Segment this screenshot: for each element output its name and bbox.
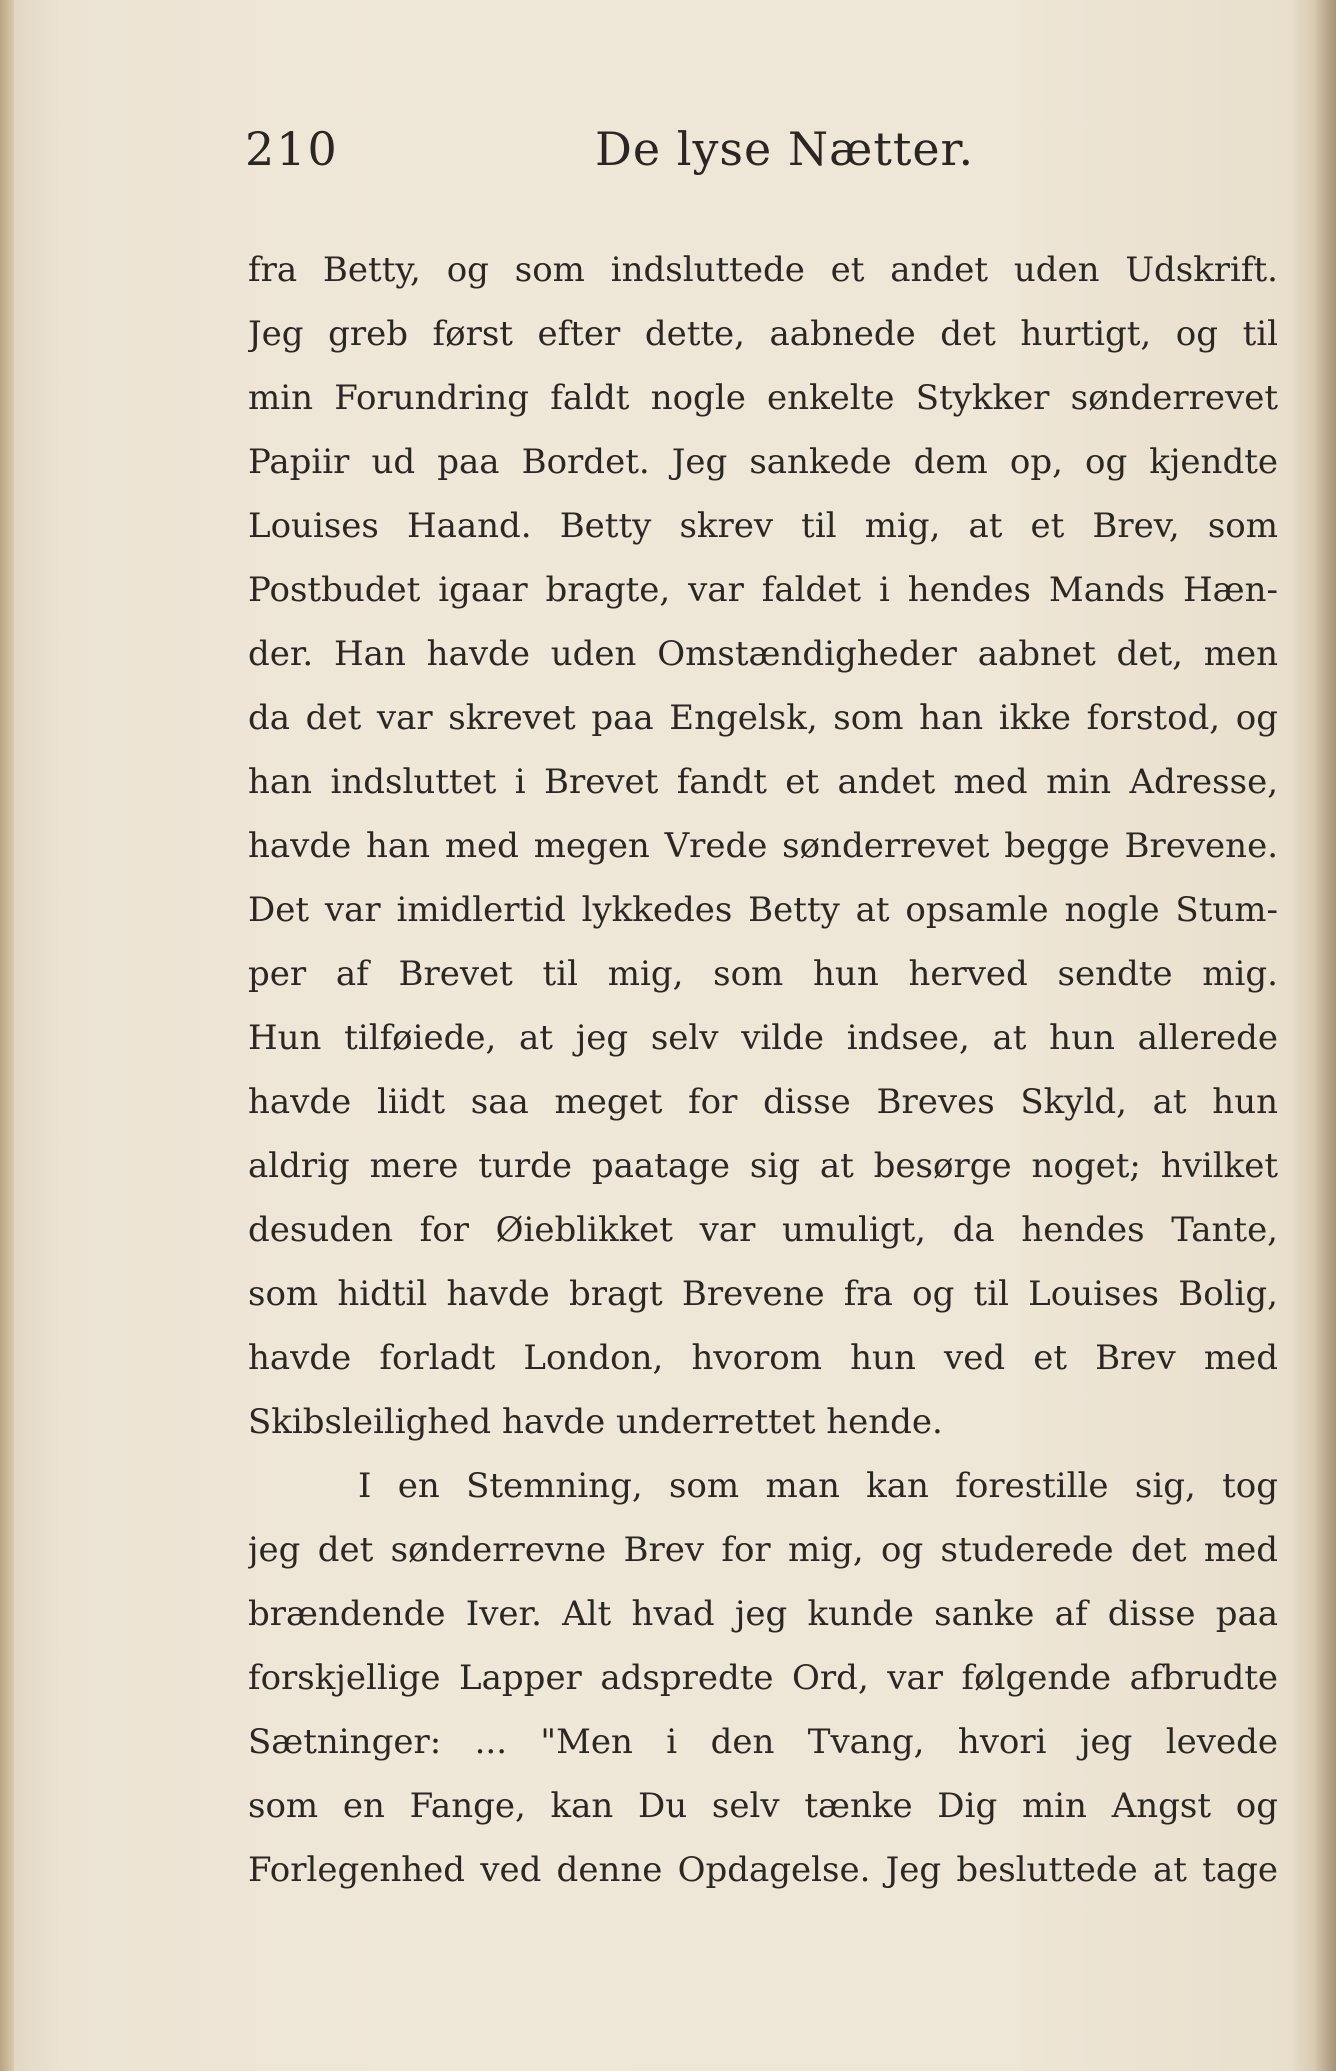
body-text — [248, 238, 1278, 1902]
text-line: Hun tilføiede, at jeg selv vilde indsee, at hun allerede — [248, 1018, 1278, 1058]
text-line: Louises Haand. Betty skrev til mig, at et Brev, som — [248, 506, 1278, 546]
text-line: Skibsleilighed havde underrettet hende. — [248, 1402, 943, 1442]
text-line: Sætninger: ... "Men i den Tvang, hvori jeg levede — [248, 1722, 1278, 1762]
text-line: min Forundring faldt nogle enkelte Stykker sønderrevet — [248, 378, 1278, 418]
text-line: Jeg greb først efter dette, aabnede det hurtigt, og til — [248, 314, 1278, 354]
text-line: jeg det sønderrevne Brev for mig, og studerede det med — [248, 1530, 1278, 1570]
text-line: per af Brevet til mig, som hun herved sendte mig. — [248, 954, 1278, 994]
text-line: Postbudet igaar bragte, var faldet i hendes Mands Hæn- — [248, 570, 1278, 610]
text-line: brændende Iver. Alt hvad jeg kunde sanke af disse paa — [248, 1594, 1278, 1634]
text-line: desuden for Øieblikket var umuligt, da hendes Tante, — [248, 1210, 1278, 1250]
text-line: Forlegenhed ved denne Opdagelse. Jeg besluttede at tage — [248, 1850, 1278, 1890]
text-line: havde forladt London, hvorom hun ved et Brev med — [248, 1338, 1278, 1378]
page-spine-shadow — [0, 0, 14, 2071]
page-edge-shadow — [1314, 0, 1336, 2071]
running-title: De lyse Nætter. — [595, 122, 975, 176]
page-number: 210 — [245, 122, 339, 176]
text-line: forskjellige Lapper adspredte Ord, var følgende afbrudte — [248, 1658, 1278, 1698]
text-line: fra Betty, og som indsluttede et andet uden Udskrift. — [248, 250, 1278, 290]
text-line: da det var skrevet paa Engelsk, som han ikke forstod, og — [248, 698, 1278, 738]
text-line: Det var imidlertid lykkedes Betty at opsamle nogle Stum- — [248, 890, 1278, 930]
text-line: havde han med megen Vrede sønderrevet begge Brevene. — [248, 826, 1278, 866]
text-line: der. Han havde uden Omstændigheder aabnet det, men — [248, 634, 1278, 674]
text-line: aldrig mere turde paatage sig at besørge noget; hvilket — [248, 1146, 1278, 1186]
text-line: Papiir ud paa Bordet. Jeg sankede dem op, og kjendte — [248, 442, 1278, 482]
text-line: som hidtil havde bragt Brevene fra og til Louises Bolig, — [248, 1274, 1278, 1314]
text-line: havde liidt saa meget for disse Breves Skyld, at hun — [248, 1082, 1278, 1122]
text-line: som en Fange, kan Du selv tænke Dig min Angst og — [248, 1786, 1278, 1826]
text-line: I en Stemning, som man kan forestille sig, tog — [358, 1466, 1278, 1506]
page-header — [245, 122, 1275, 192]
text-line: han indsluttet i Brevet fandt et andet med min Adresse, — [248, 762, 1278, 802]
